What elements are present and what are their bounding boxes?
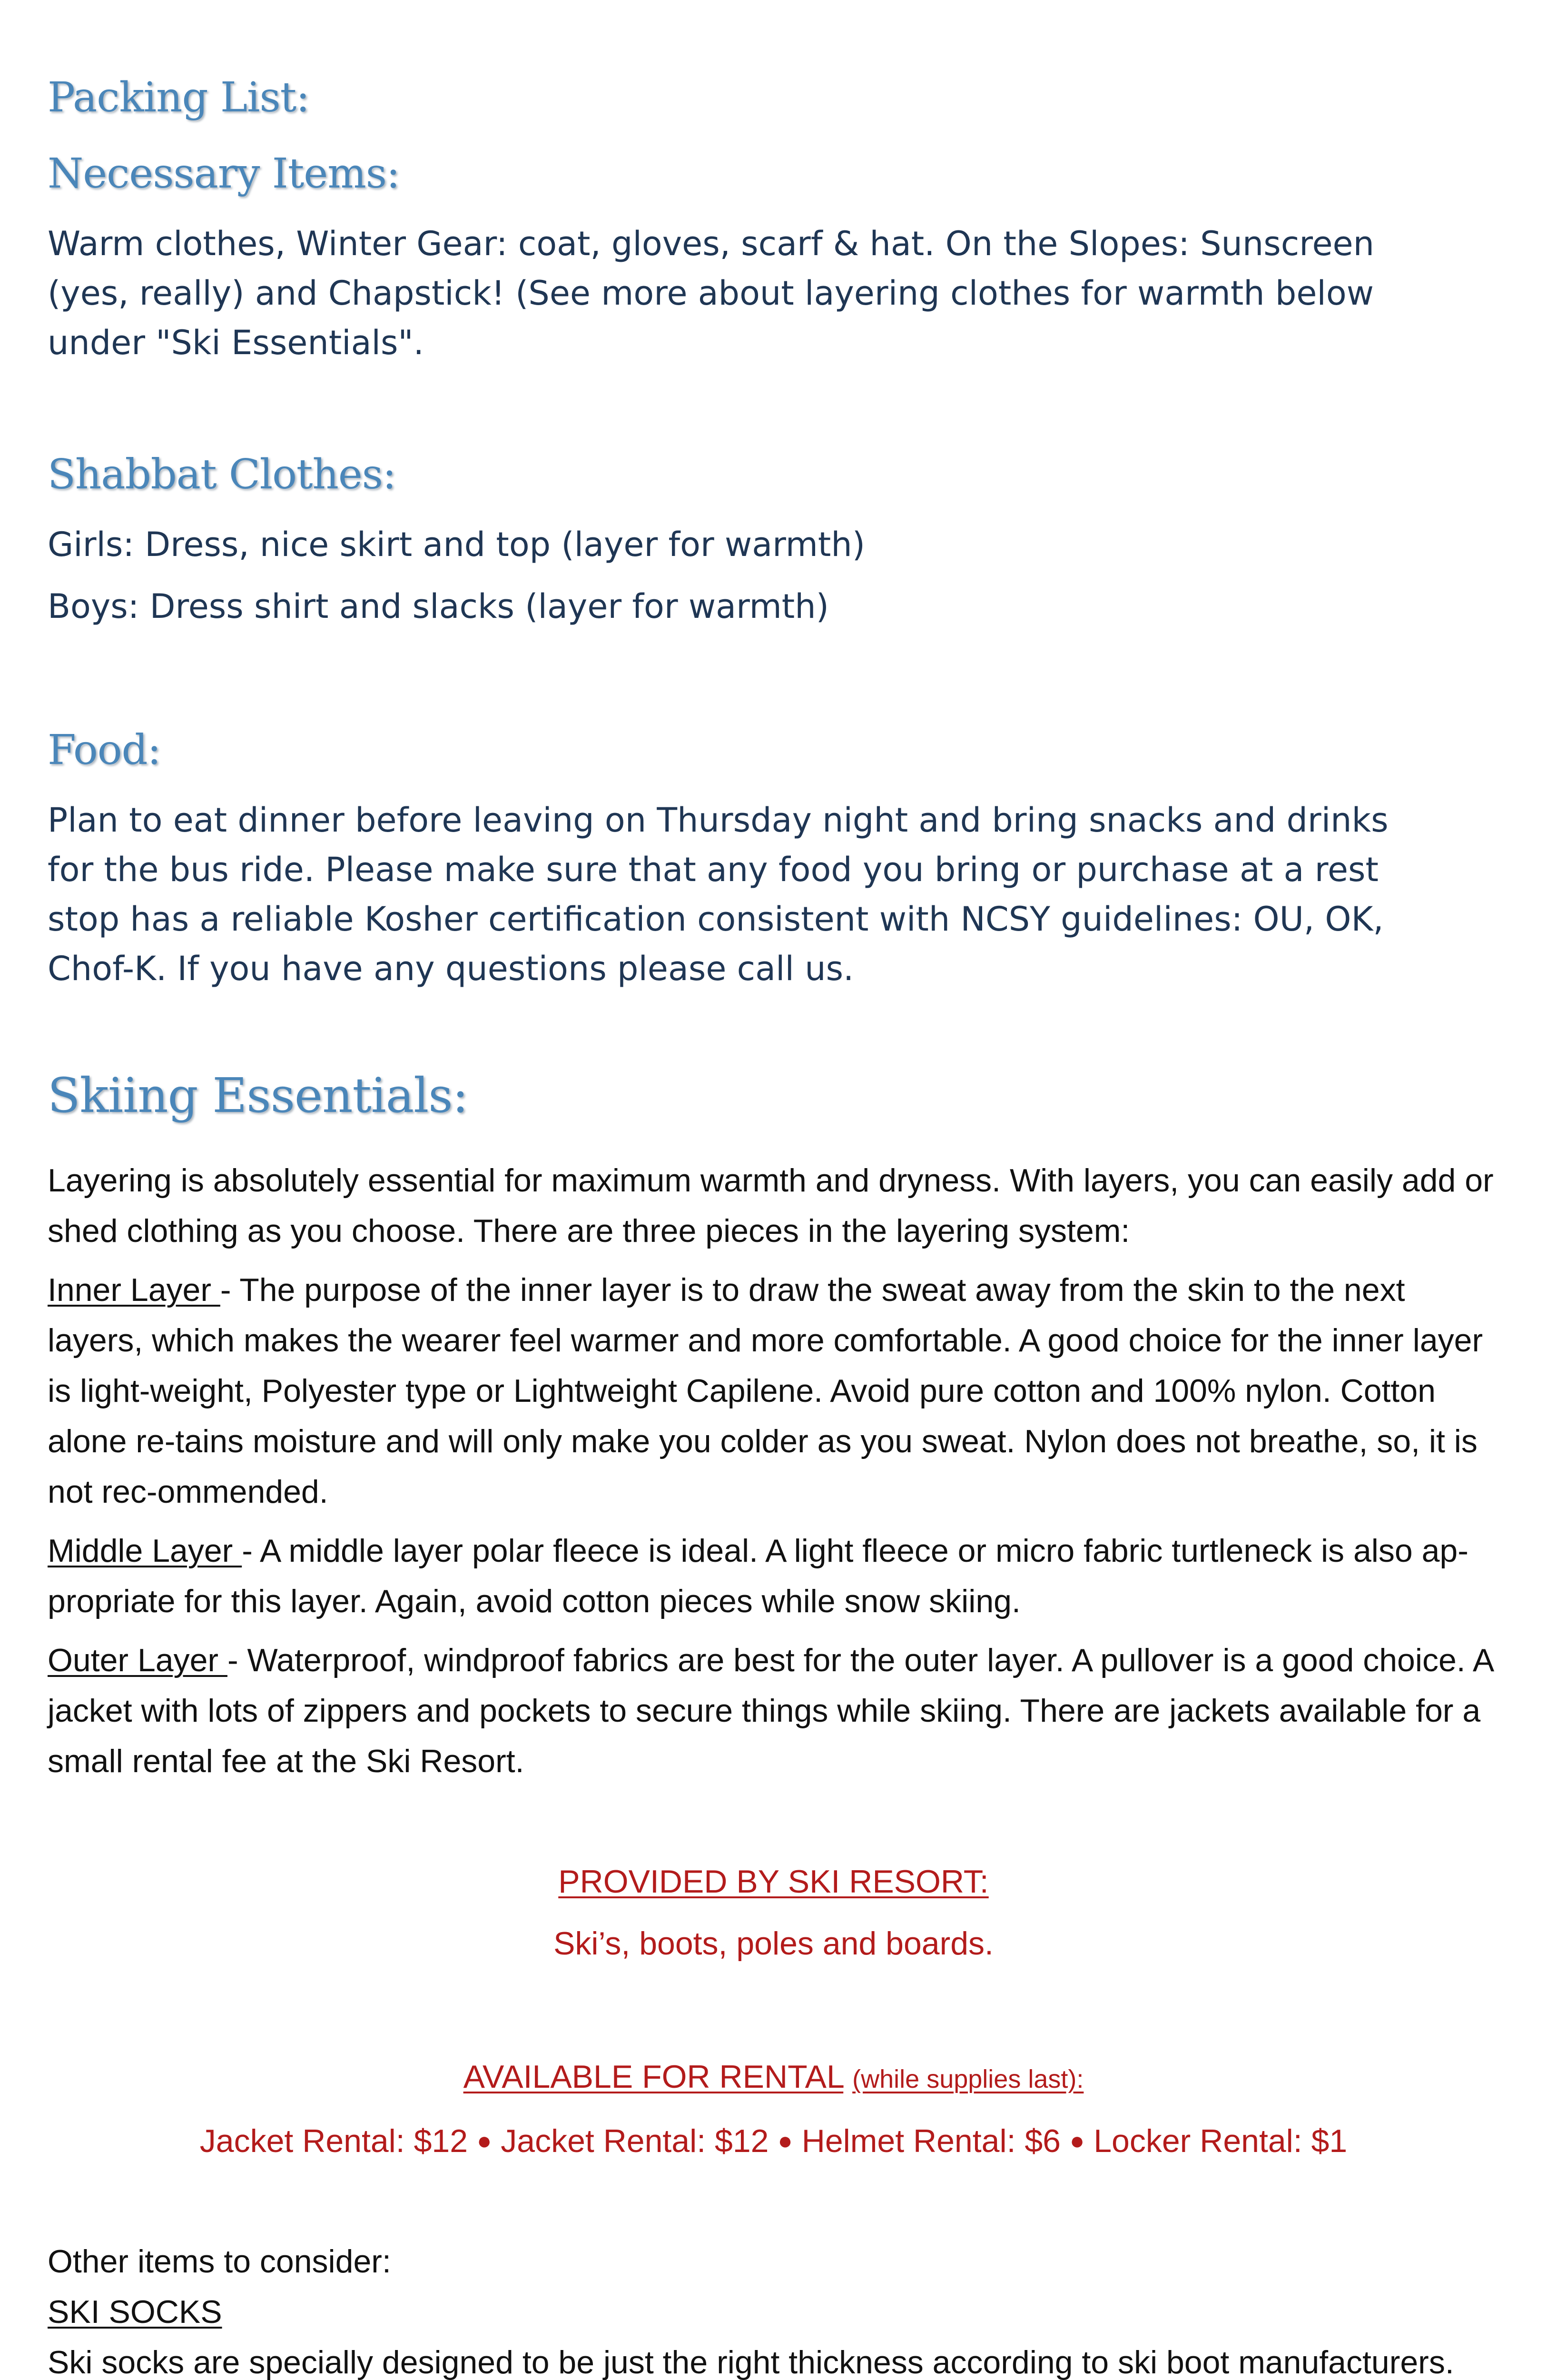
- rental-item: Locker Rental: $1: [1094, 2123, 1348, 2159]
- rental-item: Helmet Rental: $6: [801, 2123, 1061, 2159]
- provided-text: Ski’s, boots, poles and boards.: [553, 1925, 994, 1962]
- bullet-icon: ●: [476, 2127, 492, 2155]
- necessary-items-heading: Necessary Items:: [48, 150, 400, 198]
- food-text: Plan to eat dinner before leaving on Thursday night and bring snacks and drinks for the bus ride. Please make sure that any food you bring or purchase at a rest stop has a reliable Kosher certification consistent with NCSY guidelines: OU, OK, Chof-K. If you have any questions please call us.: [48, 801, 1389, 988]
- outer-layer-label: Outer Layer: [48, 1642, 227, 1678]
- other-items-intro: Other items to consider:: [48, 2243, 391, 2280]
- middle-layer-label: Middle Layer: [48, 1533, 242, 1569]
- rental-item: Jacket Rental: $12: [199, 2123, 468, 2159]
- ski-socks-text: Ski socks are specially designed to be just the right thickness according to ski boot manufacturers.: [48, 2344, 1454, 2380]
- rental-prices-line: [48, 2117, 1499, 2165]
- bullet-icon: ●: [778, 2127, 793, 2155]
- rental-heading: AVAILABLE FOR RENTAL: [463, 2059, 844, 2095]
- ski-socks-heading-line: [48, 2287, 1499, 2337]
- middle-layer-text: - A middle layer polar fleece is ideal. A light fleece or micro fabric turtleneck is also ap-propriate for this layer. Again, avoid cotton pieces while snow skiing.: [48, 1533, 1468, 1619]
- bullet-icon: ●: [1069, 2127, 1085, 2155]
- provided-heading-line: [48, 1858, 1499, 1905]
- shabbat-clothes-heading: Shabbat Clothes:: [48, 451, 396, 498]
- necessary-items-text: Warm clothes, Winter Gear: coat, gloves, scarf & hat. On the Slopes: Sunscreen (yes, really) and Chapstick! (See more about layering clothes for warmth below under "Ski Essentials".: [48, 224, 1374, 362]
- outer-layer-text: - Waterproof, windproof fabrics are best for the outer layer. A pullover is a good choice. A jacket with lots of zippers and pockets to secure things while skiing. There are jackets available for a small rental fee at the Ski Resort.: [48, 1642, 1493, 1779]
- skiing-essentials-heading: Skiing Essentials:: [48, 1068, 468, 1123]
- shabbat-boys-text: Boys: Dress shirt and slacks (layer for warmth): [48, 587, 829, 626]
- inner-layer-text: - The purpose of the inner layer is to draw the sweat away from the skin to the next layers, which makes the wearer feel warmer and more comfortable. A good choice for the inner layer is light-weight, Polyester type or Lightweight Capilene. Avoid pure cotton and 100% nylon. Cotton alone re-tains moisture and will only make you colder as you sweat. Nylon does not breathe, so, it is not rec-ommended.: [48, 1272, 1483, 1510]
- inner-layer-label: Inner Layer: [48, 1272, 220, 1308]
- ski-socks-heading: SKI SOCKS: [48, 2294, 222, 2330]
- layering-intro-text: Layering is absolutely essential for maximum warmth and dryness. With layers, you can easily add or shed clothing as you choose. There are three pieces in the layering system:: [48, 1162, 1494, 1249]
- food-heading: Food:: [48, 726, 161, 774]
- rental-item: Jacket Rental: $12: [501, 2123, 778, 2159]
- outer-layer-paragraph: [48, 1635, 1499, 1786]
- inner-layer-paragraph: [48, 1265, 1499, 1517]
- middle-layer-paragraph: [48, 1526, 1499, 1626]
- rental-note: (while supplies last):: [852, 2065, 1084, 2093]
- shabbat-girls-text: Girls: Dress, nice skirt and top (layer for warmth): [48, 525, 866, 564]
- packing-list-title: Packing List:: [48, 74, 310, 121]
- provided-heading: PROVIDED BY SKI RESORT:: [558, 1864, 989, 1900]
- rental-heading-line: [48, 2053, 1499, 2103]
